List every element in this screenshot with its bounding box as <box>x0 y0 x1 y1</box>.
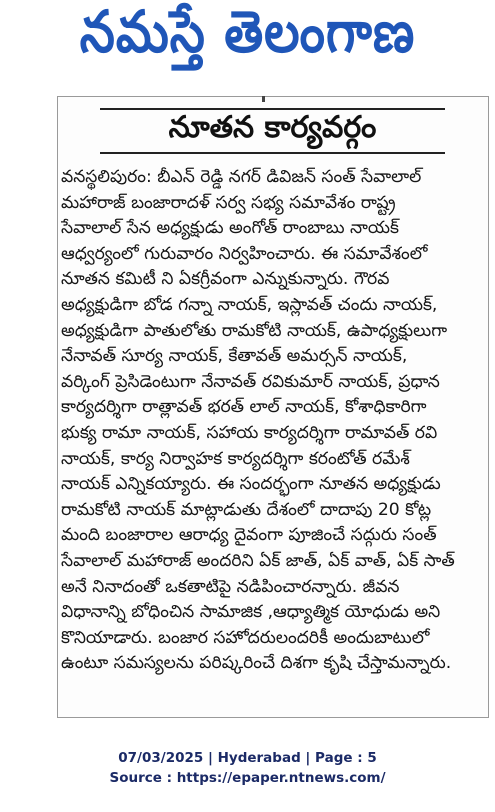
article-line: అనే నినాదంతో ఒకతాటిపై నడిపించారన్నారు. జీవన <box>61 576 400 597</box>
footer-source: Source : https://epaper.ntnews.com/ <box>109 770 386 786</box>
masthead-title: నమస్తే తెలంగాణ <box>79 0 416 65</box>
article-line: అధ్యక్షుడిగా బోడ గన్నా నాయక్, ఇస్లావత్ చందు నాయక్, <box>61 294 438 315</box>
article-line: ఆధ్వర్యంలో గురువారం నిర్వహించారు. ఈ సమావేశంలో <box>61 243 428 264</box>
article-line: రామకోటి నాయక్ మాట్లాడుతు దేశంలో దాదాపు 20 కోట్ల <box>61 499 432 520</box>
article-line: వనస్థలిపురం: బీఎన్ రెడ్డి నగర్ డివిజన్ సంత్ సేవాలాల్ <box>61 167 422 187</box>
article-line: మహారాజ్ బంజారాదళ్ సర్వ సభ్య సమావేశం రాష్ట్ర <box>61 192 396 213</box>
article-line: ఉంటూ సమస్యలను పరిష్కరించే దిశగా కృషి చేస్తామన్నారు. <box>61 653 452 674</box>
article-line: వర్కింగ్ ప్రెసిడెంటుగా నేనావత్ రవికుమార్ నాయక్, ప్రధాన <box>61 371 440 392</box>
article-line: భుక్య రామా నాయక్, సహాయ కార్యదర్శిగా రామావత్ రవి <box>61 422 438 443</box>
article-line: సేవాలాల్ మహారాజ్ అందరిని ఏక్ జాత్, ఏక్ వాత్, ఏక్ సాత్ <box>61 550 455 571</box>
article-line: కార్యదర్శిగా రాత్లావత్ భరత్ లాల్ నాయక్, కోశాధికారిగా <box>61 397 427 418</box>
article-line: మంది బంజారాల ఆరాధ్య దైవంగా పూజించే సద్గురు సంత్ <box>61 525 437 546</box>
article-line: విధానాన్ని బోధించిన సామాజిక ,ఆధ్యాత్మిక యోధుడు అని <box>61 602 441 623</box>
article-line: సేవాలాల్ సేన అధ్యక్షుడు అంగోత్ రాంబాబు నాయక్ <box>61 218 399 239</box>
article-line: కొనియాడారు. బంజార సహోదరులందరికీ అందుబాటులో <box>61 627 430 648</box>
article-body <box>61 165 485 677</box>
article-line: నాయక్ ఎన్నికయ్యారు. ఈ సందర్భంగా నూతన అధ్యక్షుడు <box>61 474 441 495</box>
article-line: నేనావత్ సూర్య నాయక్, కేతావత్ అమర్సన్ నాయక్, <box>61 346 408 367</box>
article-line: నాయక్, కార్య నిర్వాహక కార్యదర్శిగా కరంటోత్ రమేశ్ <box>61 448 410 469</box>
article-headline: నూతన కార్యవర్గం <box>168 110 377 145</box>
article-line: అధ్యక్షుడిగా పాతులోతు రామకోటి నాయక్, ఉపాధ్యక్షులుగా <box>61 320 448 341</box>
clipping-mark <box>262 96 265 102</box>
footer-meta: 07/03/2025 | Hyderabad | Page : 5 <box>118 750 377 766</box>
masthead <box>0 0 495 78</box>
headline-bar <box>100 108 445 154</box>
article-line: నూతన కమిటీ ని ఏకగ్రీవంగా ఎన్నుకున్నారు. గౌరవ <box>61 269 390 290</box>
